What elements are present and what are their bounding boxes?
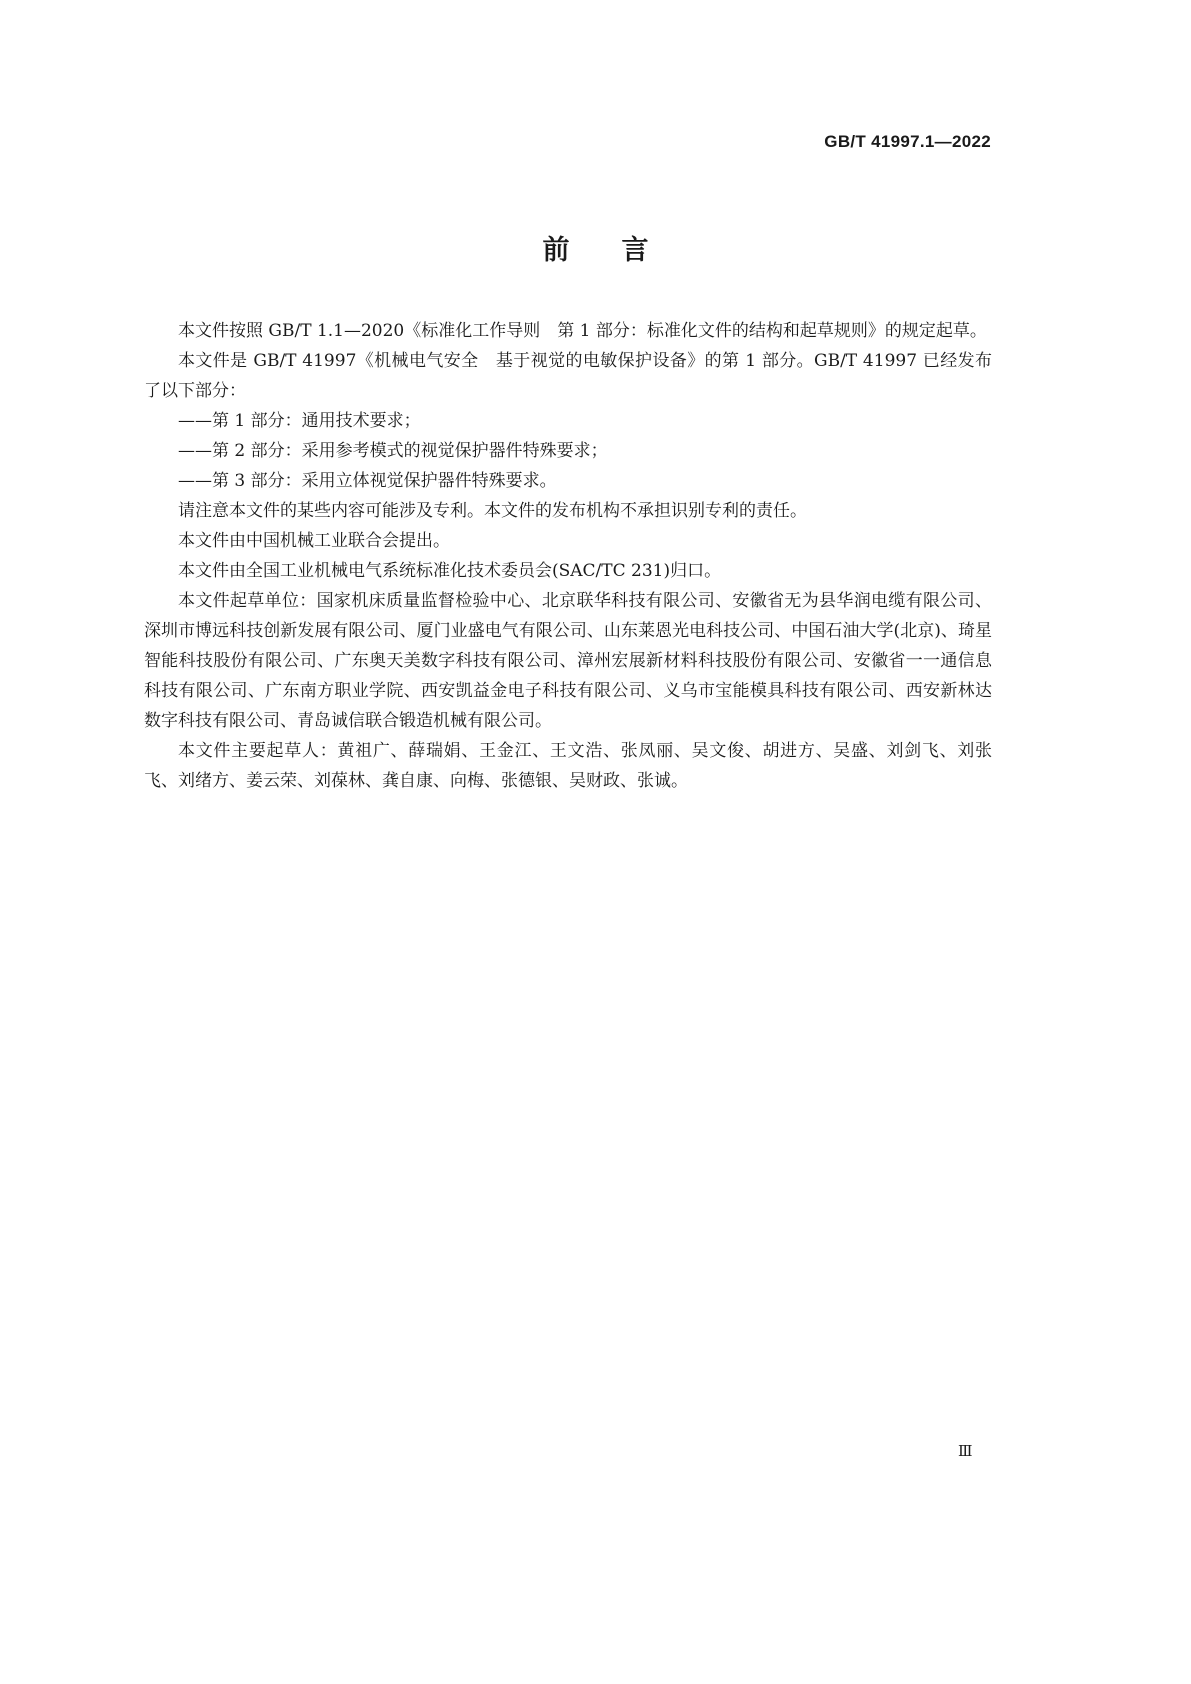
list-item-part-1: ——第 1 部分：通用技术要求；: [178, 411, 421, 431]
paragraph-part-info: 本文件是 GB/T 41997《机械电气安全 基于视觉的电敏保护设备》的第 1 部分。GB/T 41997 已经发布了以下部分：: [144, 351, 992, 401]
list-item-part-2: ——第 2 部分：采用参考模式的视觉保护器件特殊要求；: [178, 441, 608, 461]
list-item-part-3: ——第 3 部分：采用立体视觉保护器件特殊要求。: [178, 471, 557, 491]
standard-number: GB/T 41997.1—2022: [824, 132, 991, 151]
paragraph-drafters: 本文件主要起草人：黄祖广、薛瑞娟、王金江、王文浩、张凤丽、吴文俊、胡进方、吴盛、刘剑飞、刘张飞、刘绪方、姜云荣、刘葆林、龚自康、向梅、张德银、吴财政、张诚。: [144, 741, 992, 791]
page-number: Ⅲ: [958, 1442, 973, 1460]
paragraph-drafting-rules: 本文件按照 GB/T 1.1—2020《标准化工作导则 第 1 部分：标准化文件的结构和起草规则》的规定起草。: [178, 321, 987, 341]
page-title: 前言: [542, 235, 701, 266]
foreword-body: [144, 316, 992, 796]
paragraph-patent-notice: 请注意本文件的某些内容可能涉及专利。本文件的发布机构不承担识别专利的责任。: [178, 501, 807, 521]
paragraph-committee: 本文件由全国工业机械电气系统标准化技术委员会(SAC/TC 231)归口。: [178, 561, 722, 581]
paragraph-proposer: 本文件由中国机械工业联合会提出。: [178, 531, 450, 551]
paragraph-drafting-units: 本文件起草单位：国家机床质量监督检验中心、北京联华科技有限公司、安徽省无为县华润电缆有限公司、深圳市博远科技创新发展有限公司、厦门业盛电气有限公司、山东莱恩光电科技公司、中国石油大学(北京)、琦星智能科技股份有限公司、广东奥天美数字科技有限公司、漳州宏展新材料科技股份有限公司、安徽省一一通信息科技有限公司、广东南方职业学院、西安凯益金电子科技有限公司、义乌市宝能模具科技有限公司、西安新林达数字科技有限公司、青岛诚信联合锻造机械有限公司。: [144, 591, 992, 731]
